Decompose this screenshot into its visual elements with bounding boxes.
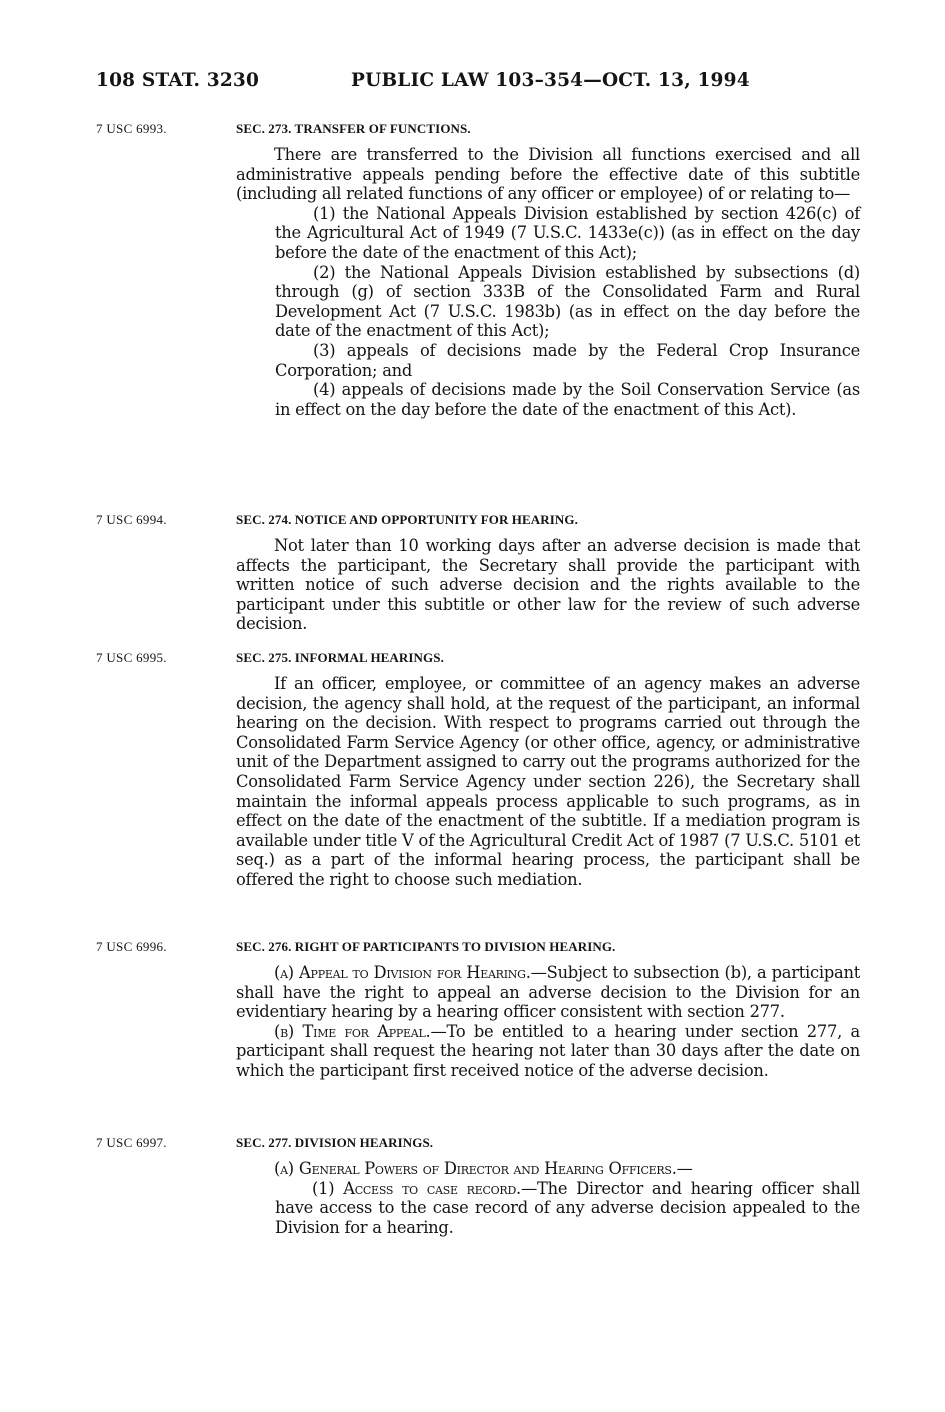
subsection-label: (b) Time for Appeal. bbox=[274, 1021, 431, 1041]
public-law-title: PUBLIC LAW 103–354—OCT. 13, 1994 bbox=[351, 70, 750, 91]
subsection-text: —Subject to subsection (b), a participant shall have the right to appeal an adverse decision to the Division for an evidentiary hearing by a hearing officer consistent with section 277. bbox=[236, 963, 860, 1022]
list-item: (2) the National Appeals Division established by subsections (d) through (g) of section 333B of the Consolidated Farm and Rural Development Act (7 U.S.C. 1983b) (as in effect on the day before the date of the enactment of this Act); bbox=[275, 262, 860, 341]
usc-margin-note: 7 USC 6993. bbox=[96, 121, 167, 136]
usc-margin-note: 7 USC 6996. bbox=[96, 939, 167, 954]
subsection-label: (a) General Powers of Director and Hearing Officers. bbox=[274, 1159, 677, 1178]
paragraph-a1 bbox=[275, 1179, 860, 1238]
paragraph-label: (1) Access to case record. bbox=[312, 1178, 521, 1198]
section-body bbox=[236, 536, 860, 634]
subsection-a bbox=[236, 963, 860, 1022]
section-heading: SEC. 273. TRANSFER OF FUNCTIONS. bbox=[236, 121, 471, 136]
subsection-b bbox=[236, 1022, 860, 1081]
subsection-text: —To be entitled to a hearing under section 277, a participant shall request the hearing not later than 30 days after the date on which the participant first received notice of the adverse decision. bbox=[236, 1021, 861, 1080]
subsection-dash: — bbox=[676, 1159, 693, 1178]
section-heading: SEC. 276. RIGHT OF PARTICIPANTS TO DIVISION HEARING. bbox=[236, 939, 616, 954]
section-body bbox=[236, 145, 860, 419]
paragraph-text: —The Director and hearing officer shall have access to the case record of any adverse decision appealed to the Division for a hearing. bbox=[275, 1178, 860, 1237]
usc-margin-note: 7 USC 6994. bbox=[96, 512, 167, 527]
list-item: (3) appeals of decisions made by the Federal Crop Insurance Corporation; and bbox=[275, 340, 860, 380]
list-item: (1) the National Appeals Division established by section 426(c) of the Agricultural Act of 1949 (7 U.S.C. 1433e(c)) (as in effect on the day before the date of the enactment of this Act); bbox=[275, 203, 860, 262]
section-heading: SEC. 275. INFORMAL HEARINGS. bbox=[236, 650, 444, 665]
subsection-label: (a) Appeal to Division for Hearing. bbox=[274, 963, 531, 982]
paragraph: Not later than 10 working days after an adverse decision is made that affects the participant, the Secretary shall provide the participant with written notice of such adverse decision and the rights available to the participant under this subtitle or other law for the review of such adverse decision. bbox=[236, 536, 860, 634]
stat-citation: 108 STAT. 3230 bbox=[96, 70, 260, 91]
paragraph: If an officer, employee, or committee of an agency makes an adverse decision, the agency shall hold, at the request of the participant, an informal hearing on the decision. With respect to programs carried out through the Consolidated Farm Service Agency (or other office, agency, or administrative unit of the Department assigned to carry out the programs authorized for the Consolidated Farm Service Agency under section 226), the Secretary shall maintain the informal appeals process applicable to such programs, as in effect on the date of the enactment of the subtitle. If a mediation program is available under title V of the Agricultural Credit Act of 1987 (7 U.S.C. 5101 et seq.) as a part of the informal hearing process, the participant shall be offered the right to choose such mediation. bbox=[236, 674, 860, 889]
paragraph: There are transferred to the Division all functions exercised and all administrative appeals pending before the effective date of this subtitle (including all related functions of any officer or employee) of or relating to— bbox=[236, 145, 860, 204]
section-heading: SEC. 274. NOTICE AND OPPORTUNITY FOR HEARING. bbox=[236, 512, 578, 527]
usc-margin-note: 7 USC 6995. bbox=[96, 650, 167, 665]
usc-margin-note: 7 USC 6997. bbox=[96, 1135, 167, 1150]
subsection-a bbox=[236, 1159, 860, 1179]
section-body bbox=[236, 963, 860, 1081]
list-item: (4) appeals of decisions made by the Soil Conservation Service (as in effect on the day before the date of the enactment of this Act). bbox=[275, 380, 860, 419]
section-body bbox=[236, 674, 860, 890]
section-body bbox=[236, 1159, 860, 1237]
section-heading: SEC. 277. DIVISION HEARINGS. bbox=[236, 1135, 434, 1150]
